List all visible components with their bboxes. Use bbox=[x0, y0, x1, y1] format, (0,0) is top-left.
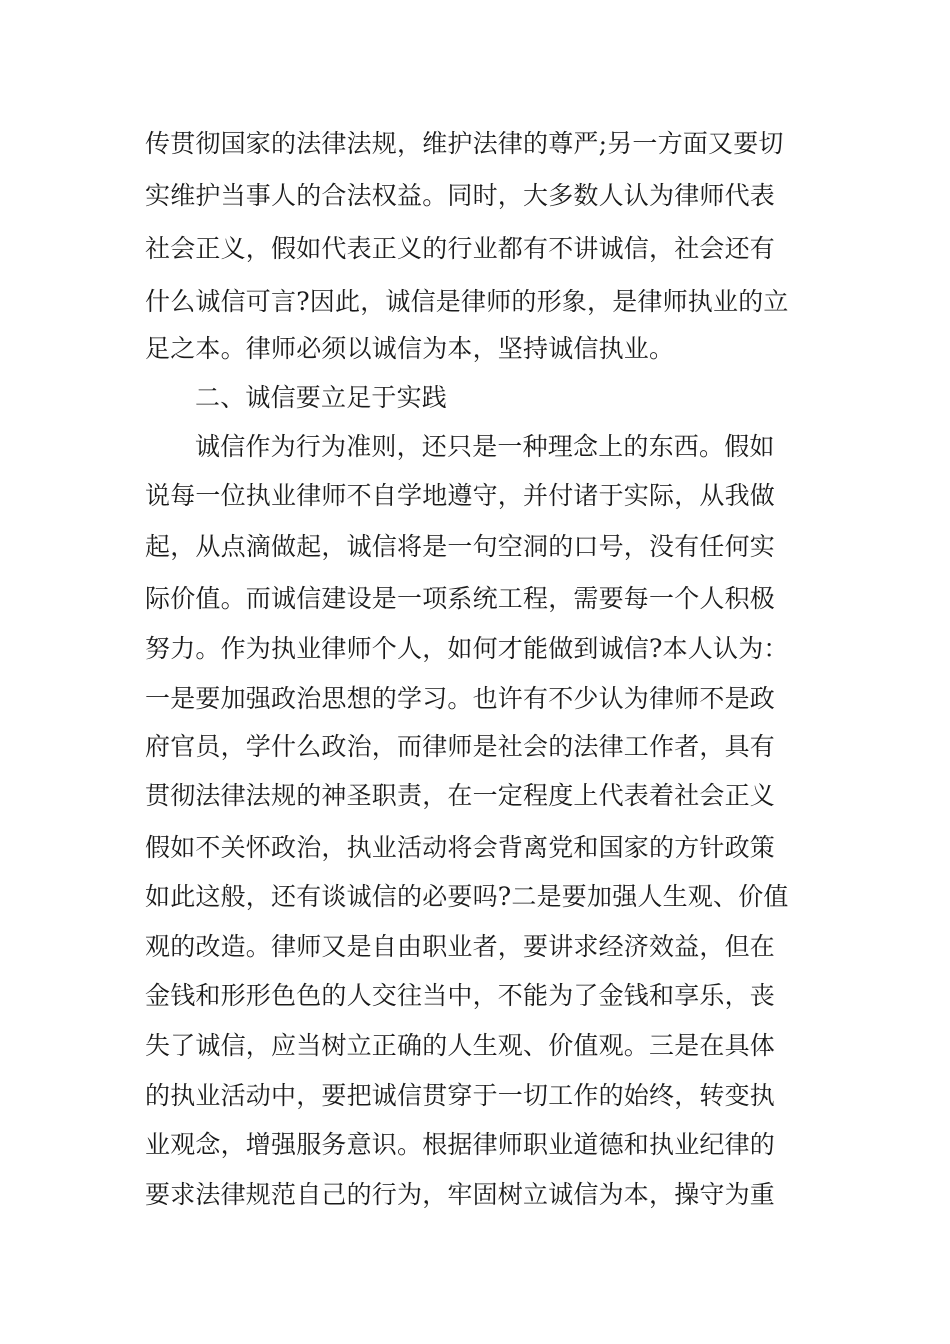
paragraph-line: 金钱和形形色色的人交往当中，不能为了金钱和享乐，丧 bbox=[145, 981, 776, 1010]
paragraph-line: 说每一位执业律师不自学地遵守，并付诸于实际，从我做 bbox=[145, 481, 776, 510]
paragraph-line: 足之本。律师必须以诚信为本，坚持诚信执业。 bbox=[145, 334, 675, 363]
paragraph-line: 如此这般，还有谈诚信的必要吗?二是要加强人生观、价值 bbox=[145, 882, 789, 911]
paragraph-line: 观的改造。律师又是自由职业者，要讲求经济效益，但在 bbox=[145, 932, 776, 961]
paragraph-line: 府官员，学什么政治，而律师是社会的法律工作者，具有 bbox=[145, 732, 776, 761]
paragraph-line: 实维护当事人的合法权益。同时，大多数人认为律师代表 bbox=[145, 181, 776, 210]
paragraph-line: 失了诚信，应当树立正确的人生观、价值观。三是在具体 bbox=[145, 1031, 776, 1060]
paragraph-line: 要求法律规范自己的行为，牢固树立诚信为本，操守为重 bbox=[145, 1180, 776, 1209]
paragraph-line: 贯彻法律法规的神圣职责，在一定程度上代表着社会正义 bbox=[145, 781, 776, 810]
paragraph-line: 什么诚信可言?因此，诚信是律师的形象，是律师执业的立 bbox=[145, 287, 789, 316]
paragraph-line: 诚信作为行为准则，还只是一种理念上的东西。假如 bbox=[195, 432, 775, 461]
section-heading: 二、诚信要立足于实践 bbox=[195, 383, 448, 412]
paragraph-line: 传贯彻国家的法律法规，维护法律的尊严;另一方面又要切 bbox=[145, 129, 784, 158]
paragraph-line: 起，从点滴做起，诚信将是一句空洞的口号，没有任何实 bbox=[145, 532, 776, 561]
paragraph-line: 的执业活动中，要把诚信贯穿于一切工作的始终，转变执 bbox=[145, 1081, 776, 1110]
paragraph-line: 一是要加强政治思想的学习。也许有不少认为律师不是政 bbox=[145, 684, 776, 713]
paragraph-line: 社会正义，假如代表正义的行业都有不讲诚信，社会还有 bbox=[145, 234, 776, 263]
paragraph-line: 际价值。而诚信建设是一项系统工程，需要每一个人积极 bbox=[145, 584, 776, 613]
paragraph-line: 努力。作为执业律师个人，如何才能做到诚信?本人认为： bbox=[145, 634, 789, 663]
paragraph-line: 假如不关怀政治，执业活动将会背离党和国家的方针政策 bbox=[145, 833, 776, 862]
paragraph-line: 业观念，增强服务意识。根据律师职业道德和执业纪律的 bbox=[145, 1130, 776, 1159]
